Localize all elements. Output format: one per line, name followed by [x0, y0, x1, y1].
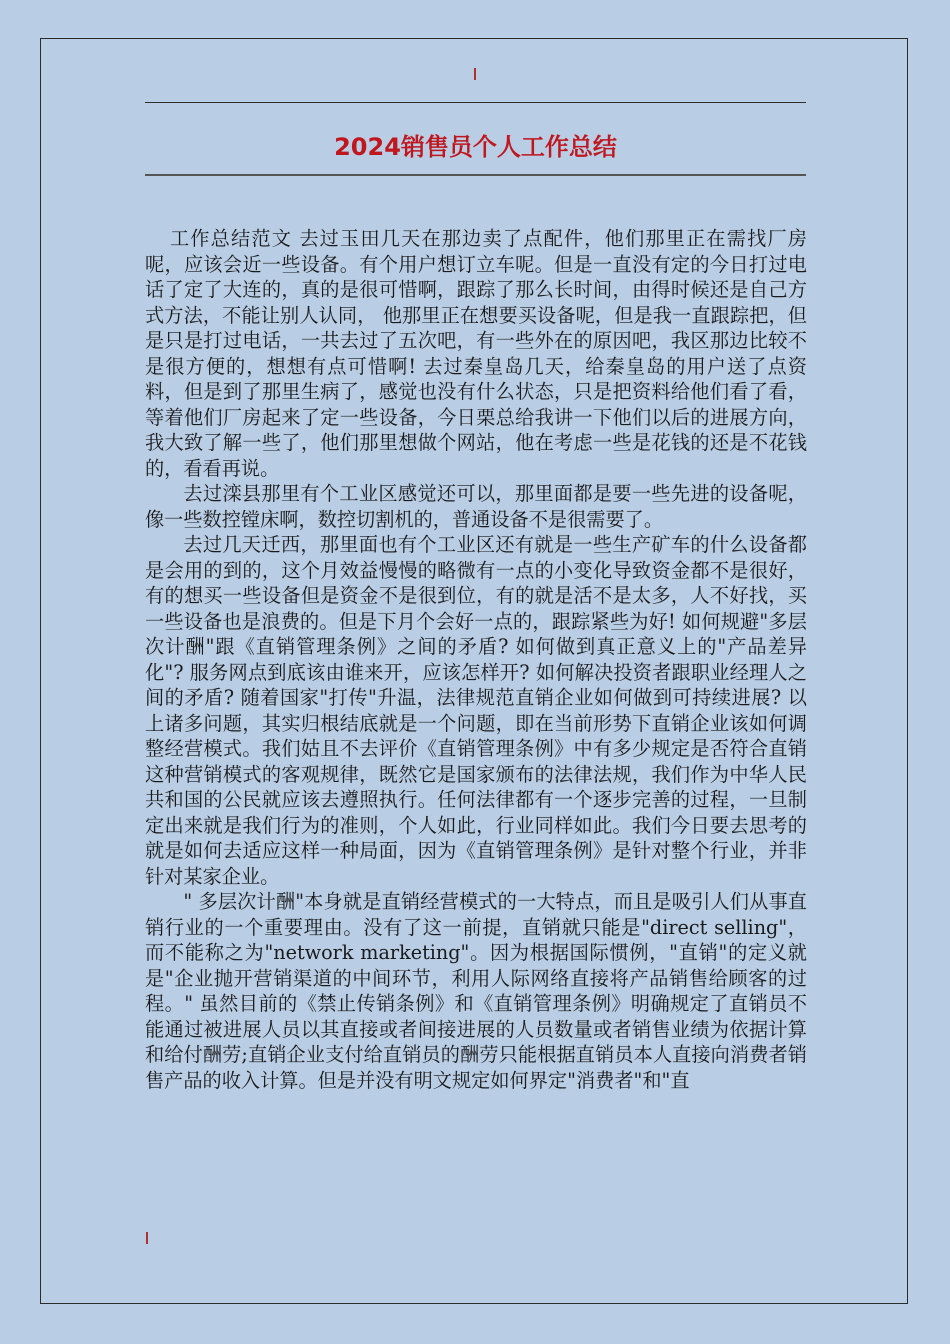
document-title: 2024销售员个人工作总结 [334, 133, 617, 161]
paragraph-1: 工作总结范文 去过玉田几天在那边卖了点配件，他们那里正在需找厂房呢，应该会近一些设备。有个用户想订立车呢。但是一直没有定的今日打过电话了定了大连的，真的是很可惜啊，跟踪了那么长时间，由得时候还是自己方式方法，不能让别人认同， 他那里正在想要买设备呢，但是我一直跟踪把，但是只是打过电话，一共去过了五次吧，有一些外在的原因吧，我区那边比较不是很方便的，想想有点可惜啊! 去过秦皇岛几天，给秦皇岛的用户送了点资料，但是到了那里生病了，感觉也没有什么状态，只是把资料给他们看了看，等着他们厂房起来了定一些设备，今日栗总给我讲一下他们以后的进展方向，我大致了解一些了，他们那里想做个网站，他在考虑一些是花钱的还是不花钱的，看看再说。 [145, 227, 807, 480]
paragraph-2: 去过滦县那里有个工业区感觉还可以，那里面都是要一些先进的设备呢，像一些数控镗床啊，数控切割机的，普通设备不是很需要了。 [145, 482, 807, 531]
paragraph-3: 去过几天迁西，那里面也有个工业区还有就是一些生产矿车的什么设备都是会用的到的，这个月效益慢慢的略微有一点的小变化导致资金都不是很好，有的想买一些设备但是资金不是很到位，有的就是活不是太多，人不好找，买一些设备也是浪费的。但是下月个会好一点的，跟踪紧些为好! 如何规避"多层次计酬"跟《直销管理条例》之间的矛盾? 如何做到真正意义上的"产品差异化"? 服务网点到底该由谁来开，应该怎样开? 如何解决投资者跟职业经理人之间的矛盾? 随着国家"打传"升温，法律规范直销企业如何做到可持续进展? 以上诸多问题，其实归根结底就是一个问题，即在当前形势下直销企业该如何调整经营模式。我们姑且不去评价《直销管理条例》中有多少规定是否符合直销这种营销模式的客观规律，既然它是国家颁布的法律法规，我们作为中华人民共和国的公民就应该去遵照执行。任何法律都有一个逐步完善的过程，一旦制定出来就是我们行为的准则，个人如此，行业同样如此。我们今日要去思考的就是如何去适应这样一种局面，因为《直销管理条例》是针对整个行业，并非针对某家企业。 [145, 533, 807, 888]
document-body [145, 226, 807, 1093]
paragraph-4: " 多层次计酬"本身就是直销经营模式的一大特点，而且是吸引人们从事直销行业的一个重要理由。没有了这一前提，直销就只能是"direct selling"，而不能称之为"network marketing"。因为根据国际惯例，"直销"的定义就是"企业抛开营销渠道的中间环节，利用人际网络直接将产品销售给顾客的过程。" 虽然目前的《禁止传销条例》和《直销管理条例》明确规定了直销员不能通过被进展人员以其直接或者间接进展的人员数量或者销售业绩为依据计算和给付酬劳;直销企业支付给直销员的酬劳只能根据直销员本人直接向消费者销售产品的收入计算。但是并没有明文规定如何界定"消费者"和"直 [145, 890, 807, 1092]
header-rule [145, 102, 806, 103]
header-cursor-mark [474, 68, 476, 80]
title-underline-rule [145, 174, 806, 176]
footer-cursor-mark [146, 1232, 148, 1244]
